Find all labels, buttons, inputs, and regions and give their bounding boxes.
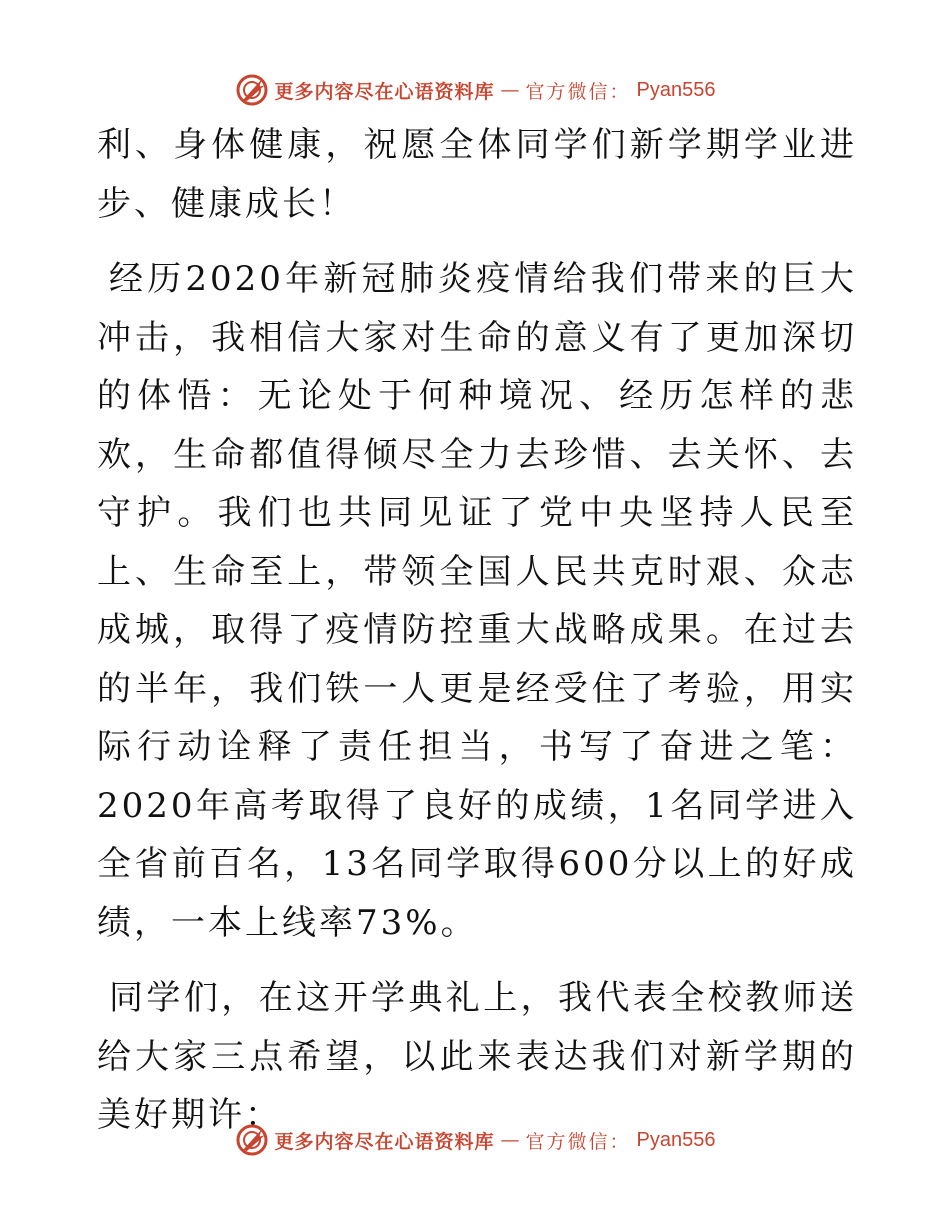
header-official-label: 官方微信：	[525, 80, 631, 103]
footer-brand-text: 更多内容尽在心语资料库	[274, 1130, 495, 1153]
paragraph-1: 利、身体健康，祝愿全体同学们新学期学业进步、健康成长！	[97, 125, 857, 224]
footer-official-label: 官方微信：	[525, 1130, 631, 1153]
footer-watermark-banner	[0, 1120, 950, 1160]
document-body	[97, 116, 857, 1162]
header-wechat-id: Pyan556	[636, 78, 716, 101]
red-quill-logo-icon	[235, 1123, 269, 1157]
paragraph-2: 经历2020年新冠肺炎疫情给我们带来的巨大冲击，我相信大家对生命的意义有了更加深切的体悟：无论处于何种境况、经历怎样的悲欢，生命都值得倾尽全力去珍惜、去关怀、去守护。我们也共同见证了党中央坚持人民至上、生命至上，带领全国人民共克时艰、众志成城，取得了疫情防控重大战略成果。在过去的半年，我们铁一人更是经受住了考验，用实际行动诠释了责任担当，书写了奋进之笔：2020年高考取得了良好的成绩，1名同学进入全省前百名，13名同学取得600分以上的好成绩，一本上线率73%。	[97, 259, 857, 943]
footer-separator: —	[500, 1129, 520, 1151]
header-separator: —	[500, 79, 520, 101]
paragraph-3: 同学们，在这开学典礼上，我代表全校教师送给大家三点希望，以此来表达我们对新学期的美好期许：	[97, 978, 857, 1135]
red-quill-logo-icon	[235, 73, 269, 107]
header-brand-text: 更多内容尽在心语资料库	[274, 80, 495, 103]
header-watermark-banner	[0, 70, 950, 110]
footer-wechat-id: Pyan556	[636, 1128, 716, 1151]
